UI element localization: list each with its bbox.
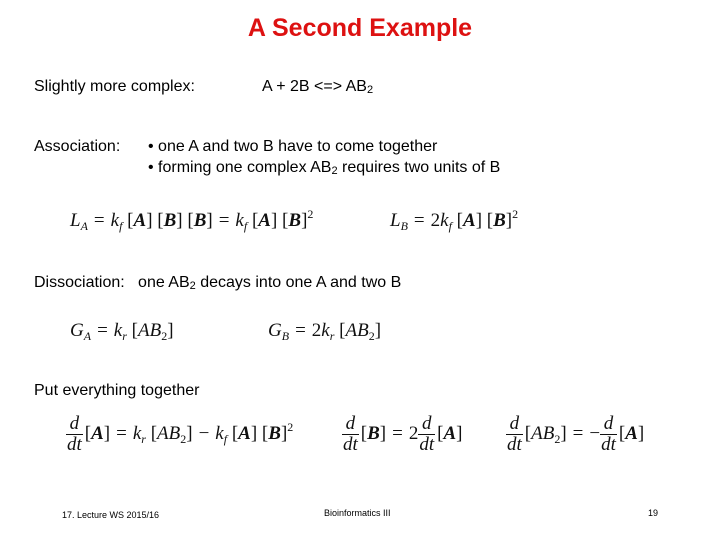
together-label: Put everything together xyxy=(34,382,200,399)
footer-lecture: 17. Lecture WS 2015/16 xyxy=(62,510,160,520)
bullet-2-suffix: requires two units of B xyxy=(337,159,501,176)
intro-label: Slightly more complex: xyxy=(34,78,195,95)
page-number: 19 xyxy=(648,508,659,518)
reaction-text: A + 2B <=> AB xyxy=(262,78,367,95)
dissociation-label: Dissociation: xyxy=(34,274,125,291)
equation-da-dt: $\frac{d}{dt}$ $[A] = k_r$ $[AB_2] - k_f$ [A] $[B]^2$ xyxy=(67,413,294,455)
dissociation-subscript: 2 xyxy=(189,280,196,292)
equation-ga: $G_A = k_r$ $[AB_2]$ xyxy=(70,320,174,343)
reaction-subscript: 2 xyxy=(366,84,374,96)
equation-dab2-dt: $\frac{d}{dt}$ $[AB_2]$ = − $\frac{d}{dt}$ [A] xyxy=(507,413,645,455)
bullet-2-subscript: 2 xyxy=(331,165,338,177)
association-bullet-2 xyxy=(148,159,500,177)
dissociation-suffix: decays into one A and two B xyxy=(195,274,402,291)
equation-lb: $L_B = 2k_f$ [A] $[B]^2$ xyxy=(390,207,519,233)
dissociation-line xyxy=(34,274,401,292)
bullet-2-text: • forming one complex AB xyxy=(148,159,332,176)
association-label: Association: xyxy=(34,138,121,155)
dissociation-text: one AB xyxy=(138,274,190,291)
reaction-equation xyxy=(262,78,373,96)
equation-gb: $G_B = 2k_r$ $[AB_2]$ xyxy=(268,320,382,343)
footer-course: Bioinformatics III xyxy=(324,508,391,518)
equation-db-dt: $\frac{d}{dt}$ [B] = 2 $\frac{d}{dt}$ [A] xyxy=(343,413,463,455)
page-title: A Second Example xyxy=(247,14,473,42)
association-bullet-1: • one A and two B have to come together xyxy=(148,138,438,155)
equation-la: $L_A = k_f$ [A] [B] $[B] = k_f$ [A] $[B]^2$ xyxy=(70,207,314,233)
